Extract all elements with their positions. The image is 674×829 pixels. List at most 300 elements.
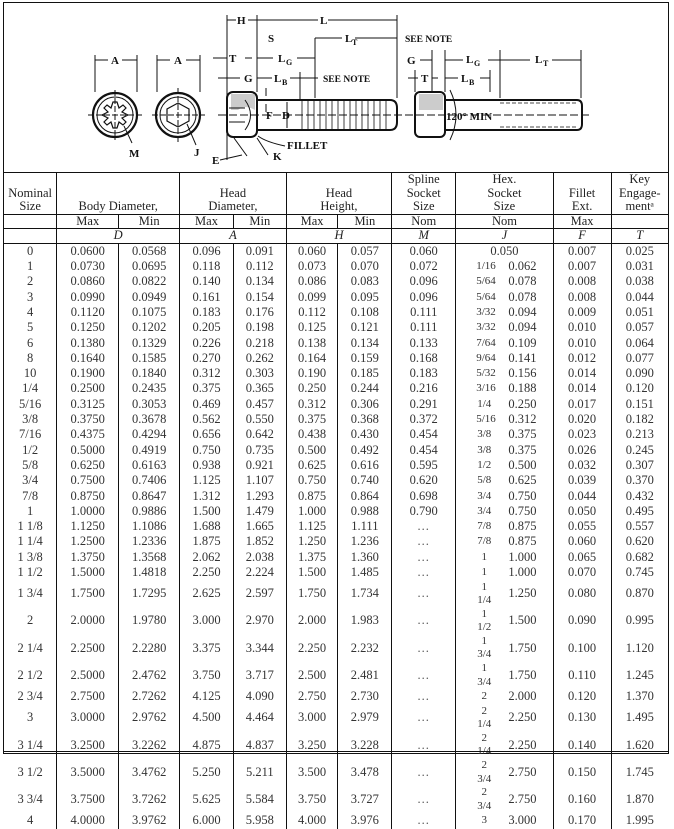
cell-a-max: 1.500 (180, 504, 234, 519)
table-row (4, 458, 668, 473)
cell-m: 0.060 (392, 243, 456, 259)
cell-d-max: 0.5000 (57, 443, 119, 458)
cell-j-fraction: 2 1/4 (456, 705, 493, 732)
cell-a-min: 2.597 (233, 581, 286, 608)
cell-h-max: 1.000 (286, 504, 338, 519)
cell-j-fraction: 2 (456, 689, 493, 704)
cell-h-min: 0.988 (338, 504, 392, 519)
cell-j-fraction: 3/16 (456, 382, 493, 397)
table-row (4, 608, 668, 635)
table-row (4, 504, 668, 519)
cell-f: 0.014 (553, 382, 611, 397)
cell-h-max: 0.312 (286, 397, 338, 412)
cell-h-max: 2.000 (286, 608, 338, 635)
table-row (4, 581, 668, 608)
cell-d-min: 1.4818 (119, 565, 180, 580)
cell-a-min: 4.837 (233, 732, 286, 759)
cell-size: 1/4 (22, 381, 39, 396)
cell-d-max: 4.0000 (57, 813, 119, 828)
cell-t: 0.090 (611, 366, 668, 381)
header-head-diameter: Head Diameter, (180, 173, 287, 215)
header-hex-socket: Hex. Socket Size (456, 173, 553, 215)
cell-h-min: 0.083 (338, 275, 392, 290)
cell-j: 2.250 (508, 710, 537, 725)
cell-j: 1.000 (508, 565, 537, 580)
cell-j: 3.000 (508, 813, 537, 828)
cell-size: 3/8 (22, 412, 39, 427)
symbol-F: F (553, 229, 611, 244)
cell-f: 0.090 (553, 608, 611, 635)
cell-m: 0.595 (392, 458, 456, 473)
cell-d-min: 0.4294 (119, 428, 180, 443)
cell-h-min: 0.134 (338, 336, 392, 351)
cell-h-max: 0.086 (286, 275, 338, 290)
cell-size: 1 (27, 503, 34, 518)
subheader-body-min: Min (119, 214, 180, 229)
cell-f: 0.150 (553, 759, 611, 786)
svg-text:B: B (282, 78, 288, 87)
cell-t: 0.620 (611, 535, 668, 550)
cell-a-min: 4.464 (233, 705, 286, 732)
see-note-1: SEE NOTE (323, 75, 371, 85)
cell-d-max: 3.5000 (57, 759, 119, 786)
table-row (4, 535, 668, 550)
cell-a-max: 0.096 (180, 243, 234, 259)
cell-j-fraction: 2 3/4 (456, 786, 493, 813)
cell-size: 3/4 (22, 473, 39, 488)
cell-d-min: 0.3678 (119, 412, 180, 427)
cell-j-fraction: 7/8 (456, 519, 493, 534)
header-key-engagement: Key Engage- mentᵃ (611, 173, 668, 215)
cell-a-min: 2.038 (233, 550, 286, 565)
cell-h-min: 0.057 (338, 243, 392, 259)
cell-h-min: 2.730 (338, 689, 392, 704)
label-LT2: L (535, 54, 543, 66)
cell-d-max: 0.6250 (57, 458, 119, 473)
cell-m: 0.372 (392, 412, 456, 427)
cell-d-min: 0.3053 (119, 397, 180, 412)
cell-a-max: 0.562 (180, 412, 234, 427)
cell-d-min: 0.0949 (119, 290, 180, 305)
cell-d-max: 0.3750 (57, 412, 119, 427)
cell-j-fraction: 3/32 (456, 320, 493, 335)
cell-size: 5/16 (19, 396, 42, 411)
cell-h-min: 3.727 (338, 786, 392, 813)
cell-d-max: 0.8750 (57, 489, 119, 504)
cell-size: 1/2 (22, 442, 39, 457)
cell-a-max: 3.375 (180, 635, 234, 662)
cell-m: 0.072 (392, 259, 456, 274)
cell-t: 0.995 (611, 608, 668, 635)
cell-h-min: 1.485 (338, 565, 392, 580)
cell-j-fraction: 2 1/4 (456, 732, 493, 759)
cell-d-min: 3.7262 (119, 786, 180, 813)
cell-a-min: 3.344 (233, 635, 286, 662)
label-L: L (320, 15, 328, 27)
cell-d-min: 2.9762 (119, 705, 180, 732)
cell-a-max: 0.205 (180, 320, 234, 335)
svg-text:B: B (469, 78, 475, 87)
svg-text:T: T (352, 38, 358, 47)
cell-a-max: 1.125 (180, 473, 234, 488)
table-row (4, 428, 668, 443)
label-A-hex: A (174, 55, 182, 67)
cell-d-min: 1.3568 (119, 550, 180, 565)
svg-text:G: G (474, 59, 481, 68)
table-row (4, 336, 668, 351)
cell-h-min: 3.478 (338, 759, 392, 786)
cell-f: 0.044 (553, 489, 611, 504)
cell-a-max: 0.140 (180, 275, 234, 290)
table-row (4, 550, 668, 565)
cell-t: 0.044 (611, 290, 668, 305)
cell-size: 5 (27, 320, 34, 335)
subheader-row (4, 214, 668, 229)
table-row (4, 382, 668, 397)
cell-d-min: 0.0695 (119, 259, 180, 274)
cell-a-min: 0.198 (233, 320, 286, 335)
subheader-body-max: Max (57, 214, 119, 229)
subheader-hex-nom: Nom (456, 214, 553, 229)
cell-t: 0.745 (611, 565, 668, 580)
table-row (4, 305, 668, 320)
cell-d-max: 2.5000 (57, 662, 119, 689)
symbol-D: D (57, 229, 180, 244)
cell-j: 0.625 (508, 473, 537, 488)
cell-size: 2 (27, 613, 34, 628)
cell-d-min: 0.0822 (119, 275, 180, 290)
cell-size: 1 1/2 (17, 565, 43, 580)
cell-h-min: 1.236 (338, 535, 392, 550)
header-fillet-ext: Fillet Ext. (553, 173, 611, 215)
cell-size: 2 1/4 (17, 640, 43, 655)
cell-f: 0.010 (553, 320, 611, 335)
cell-f: 0.160 (553, 786, 611, 813)
cell-h-min: 1.111 (338, 519, 392, 534)
cell-size: 2 1/2 (17, 667, 43, 682)
cell-j-fraction: 1 1/4 (456, 581, 493, 608)
cell-j-fraction: 1 (456, 565, 493, 580)
cell-d-min: 2.4762 (119, 662, 180, 689)
cell-size: 1 1/8 (17, 519, 43, 534)
cell-a-min: 0.550 (233, 412, 286, 427)
cell-h-min: 0.159 (338, 351, 392, 366)
symbol-H: H (286, 229, 392, 244)
cell-h-min: 2.979 (338, 705, 392, 732)
cell-t: 0.120 (611, 382, 668, 397)
cell-d-min: 0.4919 (119, 443, 180, 458)
table-row (4, 662, 668, 689)
cell-a-max: 0.938 (180, 458, 234, 473)
cell-m: 0.620 (392, 473, 456, 488)
cell-m: 0.111 (392, 320, 456, 335)
subheader-fillet-max: Max (553, 214, 611, 229)
table-row (4, 759, 668, 786)
cell-f: 0.026 (553, 443, 611, 458)
cell-d-min: 1.9780 (119, 608, 180, 635)
cell-h-max: 1.375 (286, 550, 338, 565)
cell-a-min: 0.091 (233, 243, 286, 259)
cell-j-fraction: 1/4 (456, 397, 493, 412)
cell-h-max: 0.060 (286, 243, 338, 259)
subheader-head-ht-max: Max (286, 214, 338, 229)
cell-h-max: 3.250 (286, 732, 338, 759)
cell-t: 0.025 (611, 243, 668, 259)
cell-m: ... (392, 519, 456, 534)
cell-size: 1 1/4 (17, 534, 43, 549)
cell-j: 0.375 (508, 442, 537, 457)
cell-a-min: 5.211 (233, 759, 286, 786)
cell-d-max: 0.1120 (57, 305, 119, 320)
cell-size: 4 (27, 305, 34, 319)
cell-t: 1.620 (611, 732, 668, 759)
cell-j-fraction: 7/64 (456, 336, 493, 351)
cell-j: 0.094 (508, 320, 537, 335)
cell-t: 0.057 (611, 320, 668, 335)
cell-a-max: 5.250 (180, 759, 234, 786)
cell-a-max: 1.875 (180, 535, 234, 550)
cell-h-max: 2.250 (286, 635, 338, 662)
table-row (4, 275, 668, 290)
svg-text:T: T (543, 59, 549, 68)
cell-j: 0.188 (508, 381, 537, 396)
cell-m: 0.168 (392, 351, 456, 366)
cell-a-max: 5.625 (180, 786, 234, 813)
cell-d-min: 0.1585 (119, 351, 180, 366)
cell-a-max: 3.000 (180, 608, 234, 635)
cell-f: 0.120 (553, 689, 611, 704)
cell-t: 0.038 (611, 275, 668, 290)
cell-a-max: 0.375 (180, 382, 234, 397)
cell-d-max: 2.2500 (57, 635, 119, 662)
cell-t: 0.064 (611, 336, 668, 351)
cell-a-min: 3.717 (233, 662, 286, 689)
cell-m: 0.111 (392, 305, 456, 320)
cell-t: 0.213 (611, 428, 668, 443)
cell-j: 0.312 (508, 412, 537, 427)
symbol-J: J (456, 229, 553, 244)
label-G2: G (407, 55, 416, 67)
cell-h-min: 0.368 (338, 412, 392, 427)
cell-f: 0.007 (553, 243, 611, 259)
cell-h-min: 0.864 (338, 489, 392, 504)
cell-size: 1 3/8 (17, 549, 43, 564)
cell-a-max: 1.688 (180, 519, 234, 534)
table-row (4, 412, 668, 427)
cell-h-min: 3.976 (338, 813, 392, 828)
cell-a-max: 4.125 (180, 689, 234, 704)
label-G: G (244, 73, 253, 85)
cell-f: 0.017 (553, 397, 611, 412)
cell-size: 5/8 (22, 457, 39, 472)
cell-j-fraction: 1/2 (456, 458, 493, 473)
cell-a-min: 0.365 (233, 382, 286, 397)
cell-a-max: 4.875 (180, 732, 234, 759)
cell-j: 2.250 (508, 737, 537, 752)
cell-h-max: 0.438 (286, 428, 338, 443)
cell-m: 0.183 (392, 366, 456, 381)
cell-j: 2.000 (508, 689, 537, 704)
cell-d-max: 3.7500 (57, 786, 119, 813)
cell-h-max: 3.750 (286, 786, 338, 813)
cell-d-max: 2.0000 (57, 608, 119, 635)
cell-h-min: 0.430 (338, 428, 392, 443)
cell-d-max: 1.1250 (57, 519, 119, 534)
subheader-spline-nom: Nom (392, 214, 456, 229)
cell-d-min: 0.9886 (119, 504, 180, 519)
table-row (4, 259, 668, 274)
header-body-diameter: Body Diameter, (57, 173, 180, 215)
table-row (4, 786, 668, 813)
cell-f: 0.023 (553, 428, 611, 443)
cell-j: 0.078 (508, 289, 537, 304)
cell-m: ... (392, 608, 456, 635)
socket-head-cap-screw-drawing (0, 0, 674, 170)
cell-m: ... (392, 535, 456, 550)
cell-f: 0.130 (553, 705, 611, 732)
cell-size: 0 (27, 243, 34, 258)
cell-m: 0.096 (392, 275, 456, 290)
cell-h-max: 0.250 (286, 382, 338, 397)
cell-j-fraction: 2 3/4 (456, 759, 493, 786)
cell-a-min: 1.293 (233, 489, 286, 504)
cell-j-fraction: 3 (456, 813, 493, 828)
cell-m: ... (392, 565, 456, 580)
cell-j-fraction: 7/8 (456, 535, 493, 550)
cell-j-fraction: 5/8 (456, 473, 493, 488)
svg-text:G: G (286, 58, 293, 67)
table-row (4, 489, 668, 504)
cell-a-max: 0.161 (180, 290, 234, 305)
cell-t: 1.120 (611, 635, 668, 662)
label-LB2: L (461, 73, 469, 85)
cell-f: 0.010 (553, 336, 611, 351)
table-row (4, 290, 668, 305)
cell-h-max: 0.099 (286, 290, 338, 305)
cell-h-min: 1.734 (338, 581, 392, 608)
cell-j-fraction: 1 1/2 (456, 608, 493, 635)
cell-h-min: 0.740 (338, 473, 392, 488)
cell-size: 3 (27, 289, 34, 304)
cell-h-max: 0.875 (286, 489, 338, 504)
cell-t: 0.245 (611, 443, 668, 458)
cell-size: 8 (27, 350, 34, 365)
cell-f: 0.039 (553, 473, 611, 488)
cell-t: 1.370 (611, 689, 668, 704)
cell-d-min: 0.2435 (119, 382, 180, 397)
cell-j-fraction: 5/32 (456, 366, 493, 381)
cell-size: 3 1/2 (17, 764, 43, 779)
cell-f: 0.065 (553, 550, 611, 565)
table-row (4, 705, 668, 732)
cell-m: ... (392, 732, 456, 759)
cell-size: 3 1/4 (17, 737, 43, 752)
cell-a-min: 0.457 (233, 397, 286, 412)
cell-h-max: 0.190 (286, 366, 338, 381)
cell-d-max: 0.2500 (57, 382, 119, 397)
cell-j: 0.109 (508, 335, 537, 350)
cell-size: 10 (23, 366, 37, 381)
cell-j-fraction: 9/64 (456, 351, 493, 366)
cell-a-max: 0.270 (180, 351, 234, 366)
cell-d-max: 0.0600 (57, 243, 119, 259)
cell-j: 1.000 (508, 549, 537, 564)
cell-j: 0.375 (508, 427, 537, 442)
cell-d-max: 0.1380 (57, 336, 119, 351)
cell-d-min: 0.1202 (119, 320, 180, 335)
cell-j-fraction: 5/64 (456, 275, 493, 290)
cell-m: 0.096 (392, 290, 456, 305)
table-row (4, 689, 668, 704)
cell-j-fraction: 3/4 (456, 504, 493, 519)
cell-a-min: 0.134 (233, 275, 286, 290)
cell-h-max: 0.112 (286, 305, 338, 320)
cell-j-fraction: 1 3/4 (456, 635, 493, 662)
cell-d-max: 3.2500 (57, 732, 119, 759)
cell-m: ... (392, 689, 456, 704)
cell-h-min: 0.244 (338, 382, 392, 397)
cell-a-min: 1.852 (233, 535, 286, 550)
cell-a-min: 0.154 (233, 290, 286, 305)
cell-a-min: 0.921 (233, 458, 286, 473)
cell-j-fraction: 1 3/4 (456, 662, 493, 689)
cell-size: 4 (27, 813, 34, 828)
cell-d-min: 1.1086 (119, 519, 180, 534)
cell-d-max: 0.1900 (57, 366, 119, 381)
cell-d-max: 0.7500 (57, 473, 119, 488)
table-row (4, 813, 668, 828)
table-row (4, 473, 668, 488)
screw-diagram-icon (0, 0, 674, 170)
cell-a-min: 0.735 (233, 443, 286, 458)
cell-j: 1.250 (508, 586, 537, 601)
symbol-M: M (392, 229, 456, 244)
cell-j-fraction: 3/4 (456, 489, 493, 504)
table-body (4, 243, 668, 828)
cell-h-max: 0.138 (286, 336, 338, 351)
cell-h-min: 2.232 (338, 635, 392, 662)
cell-a-min: 2.970 (233, 608, 286, 635)
label-J: J (194, 147, 200, 159)
cell-t: 0.432 (611, 489, 668, 504)
table-row (4, 366, 668, 381)
cell-f: 0.007 (553, 259, 611, 274)
cell-t: 0.370 (611, 473, 668, 488)
cell-d-max: 0.0860 (57, 275, 119, 290)
cell-d-min: 3.4762 (119, 759, 180, 786)
cell-j: 2.750 (508, 791, 537, 806)
cell-m: ... (392, 581, 456, 608)
symbol-row (4, 229, 668, 244)
cell-d-max: 1.0000 (57, 504, 119, 519)
cell-m: 0.216 (392, 382, 456, 397)
cell-d-max: 1.5000 (57, 565, 119, 580)
cell-h-min: 0.108 (338, 305, 392, 320)
label-LB: L (274, 73, 282, 85)
cell-h-min: 0.070 (338, 259, 392, 274)
cell-t: 0.557 (611, 519, 668, 534)
cell-d-min: 0.1840 (119, 366, 180, 381)
cell-a-max: 0.750 (180, 443, 234, 458)
label-F: F (266, 110, 273, 122)
cell-a-max: 2.062 (180, 550, 234, 565)
label-D: D (282, 110, 290, 122)
cell-h-min: 2.481 (338, 662, 392, 689)
cell-f: 0.020 (553, 412, 611, 427)
label-T2: T (421, 73, 429, 85)
cell-f: 0.080 (553, 581, 611, 608)
cell-d-max: 0.4375 (57, 428, 119, 443)
